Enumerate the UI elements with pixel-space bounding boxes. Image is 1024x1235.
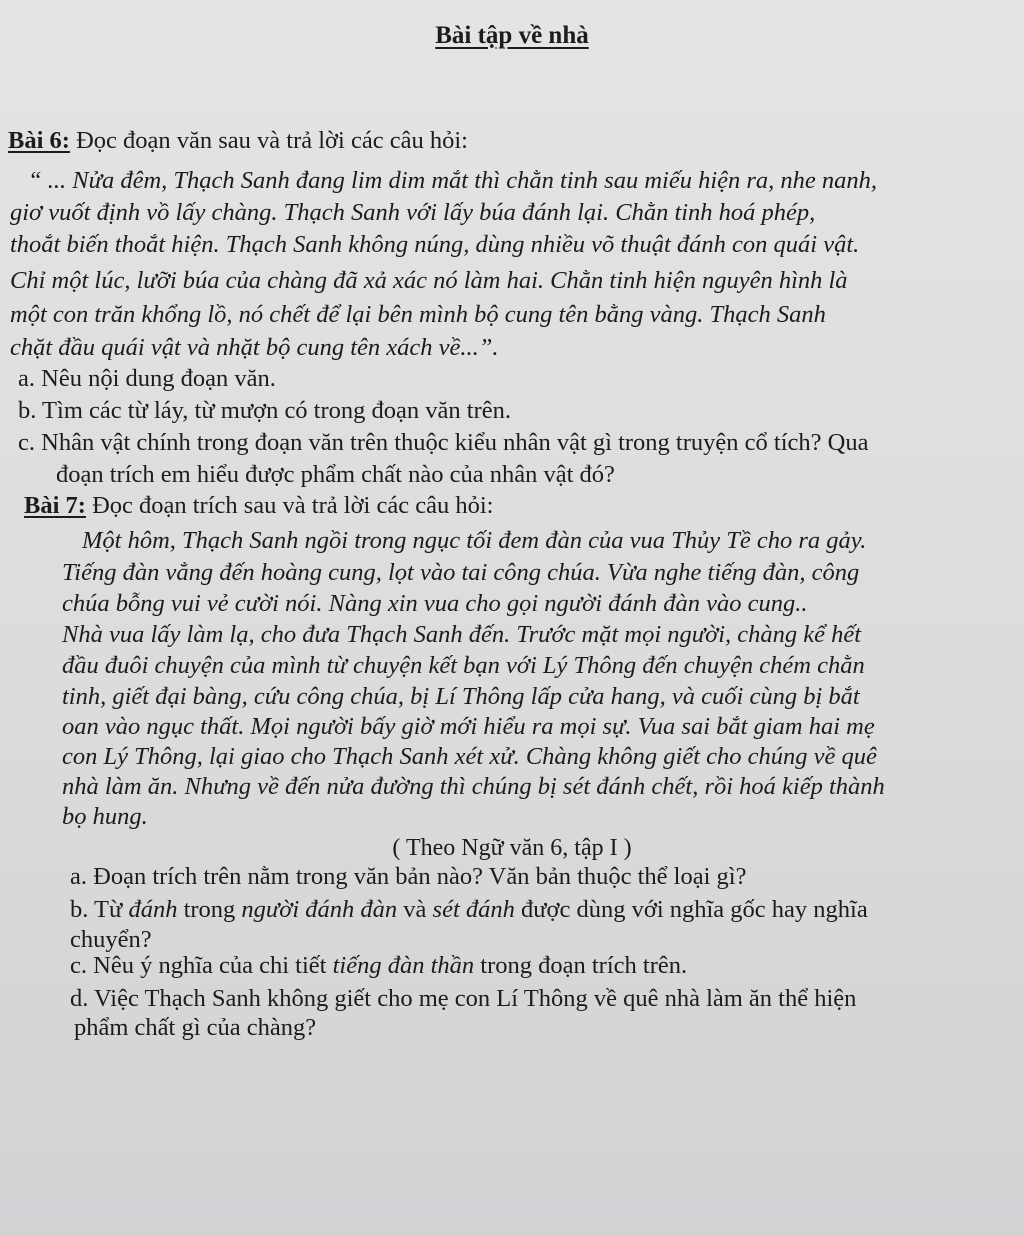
exercise-6-question-c: c. Nhân vật chính trong đoạn văn trên thuộc kiểu nhân vật gì trong truyện cổ tích? Qua bbox=[18, 429, 869, 456]
exercise-7-question-a: a. Đoạn trích trên nằm trong văn bản nào? Văn bản thuộc thể loại gì? bbox=[70, 863, 747, 890]
exercise-7-question-d: d. Việc Thạch Sanh không giết cho mẹ con Lí Thông về quê nhà làm ăn thể hiện bbox=[70, 985, 857, 1012]
exercise-6-label: Bài 6: bbox=[8, 127, 70, 154]
exercise-7-heading bbox=[24, 491, 493, 521]
exercise-6-question-a: a. Nêu nội dung đoạn văn. bbox=[18, 365, 276, 392]
exercise-6-question-b: b. Tìm các từ láy, từ mượn có trong đoạn văn trên. bbox=[18, 397, 511, 424]
exercise-7-question-d-cont: phẩm chất gì của chàng? bbox=[74, 1014, 317, 1041]
exercise-7-passage-line: Nhà vua lấy làm lạ, cho đưa Thạch Sanh đến. Trước mặt mọi người, chàng kể hết bbox=[62, 621, 862, 648]
exercise-7-passage-line: nhà làm ăn. Nhưng về đến nửa đường thì chúng bị sét đánh chết, rồi hoá kiếp thành bbox=[62, 773, 885, 800]
exercise-6-passage-line: một con trăn khổng lồ, nó chết để lại bên mình bộ cung tên bằng vàng. Thạch Sanh bbox=[10, 301, 826, 328]
exercise-6-passage-line: giơ vuốt định vồ lấy chàng. Thạch Sanh với lấy búa đánh lại. Chằn tinh hoá phép, bbox=[10, 199, 816, 226]
exercise-6-passage-line: chặt đầu quái vật và nhặt bộ cung tên xách về...”. bbox=[10, 334, 499, 361]
exercise-7-question-b-cont: chuyển? bbox=[70, 926, 152, 953]
exercise-6-passage-line: Chỉ một lúc, lưỡi búa của chàng đã xả xác nó làm hai. Chằn tinh hiện nguyên hình là bbox=[10, 267, 848, 294]
exercise-6-prompt: Đọc đoạn văn sau và trả lời các câu hỏi: bbox=[76, 127, 468, 154]
exercise-7-question-c: c. Nêu ý nghĩa của chi tiết tiếng đàn thần trong đoạn trích trên. bbox=[70, 952, 688, 979]
exercise-7-passage-line: bọ hung. bbox=[62, 803, 148, 830]
exercise-7-passage-line: tinh, giết đại bàng, cứu công chúa, bị Lí Thông lấp cửa hang, và cuối cùng bị bắt bbox=[62, 683, 860, 710]
exercise-7-passage-line: đầu đuôi chuyện của mình từ chuyện kết bạn với Lý Thông đến chuyện chém chằn bbox=[62, 652, 865, 679]
exercise-7-passage-line: Tiếng đàn vẳng đến hoàng cung, lọt vào tai công chúa. Vừa nghe tiếng đàn, công bbox=[62, 559, 860, 586]
exercise-7-passage-line: chúa bỗng vui vẻ cười nói. Nàng xin vua cho gọi người đánh đàn vào cung.. bbox=[62, 590, 808, 617]
exercise-7-passage-line: con Lý Thông, lại giao cho Thạch Sanh xét xử. Chàng không giết cho chúng về quê bbox=[62, 743, 877, 770]
exercise-6-question-c-cont: đoạn trích em hiểu được phẩm chất nào của nhân vật đó? bbox=[56, 461, 615, 488]
exercise-7-passage-line: oan vào ngục thất. Mọi người bấy giờ mới hiểu ra mọi sự. Vua sai bắt giam hai mẹ bbox=[62, 713, 875, 740]
exercise-7-prompt: Đọc đoạn trích sau và trả lời các câu hỏi: bbox=[92, 492, 494, 519]
page-title: Bài tập về nhà bbox=[435, 22, 589, 49]
exercise-6-heading bbox=[8, 126, 468, 156]
exercise-7-label: Bài 7: bbox=[24, 492, 86, 519]
exercise-7-passage-line: Một hôm, Thạch Sanh ngồi trong ngục tối đem đàn của vua Thủy Tề cho ra gảy. bbox=[82, 527, 867, 554]
exercise-6-passage-line: thoắt biến thoắt hiện. Thạch Sanh không núng, dùng nhiều võ thuật đánh con quái vật. bbox=[10, 231, 860, 258]
passage-source: ( Theo Ngữ văn 6, tập I ) bbox=[392, 835, 632, 861]
exercise-6-passage-line: “ ... Nửa đêm, Thạch Sanh đang lim dim mắt thì chằn tinh sau miếu hiện ra, nhe nanh, bbox=[28, 167, 878, 194]
exercise-7-question-b: b. Từ đánh trong người đánh đàn và sét đánh được dùng với nghĩa gốc hay nghĩa bbox=[70, 896, 868, 923]
